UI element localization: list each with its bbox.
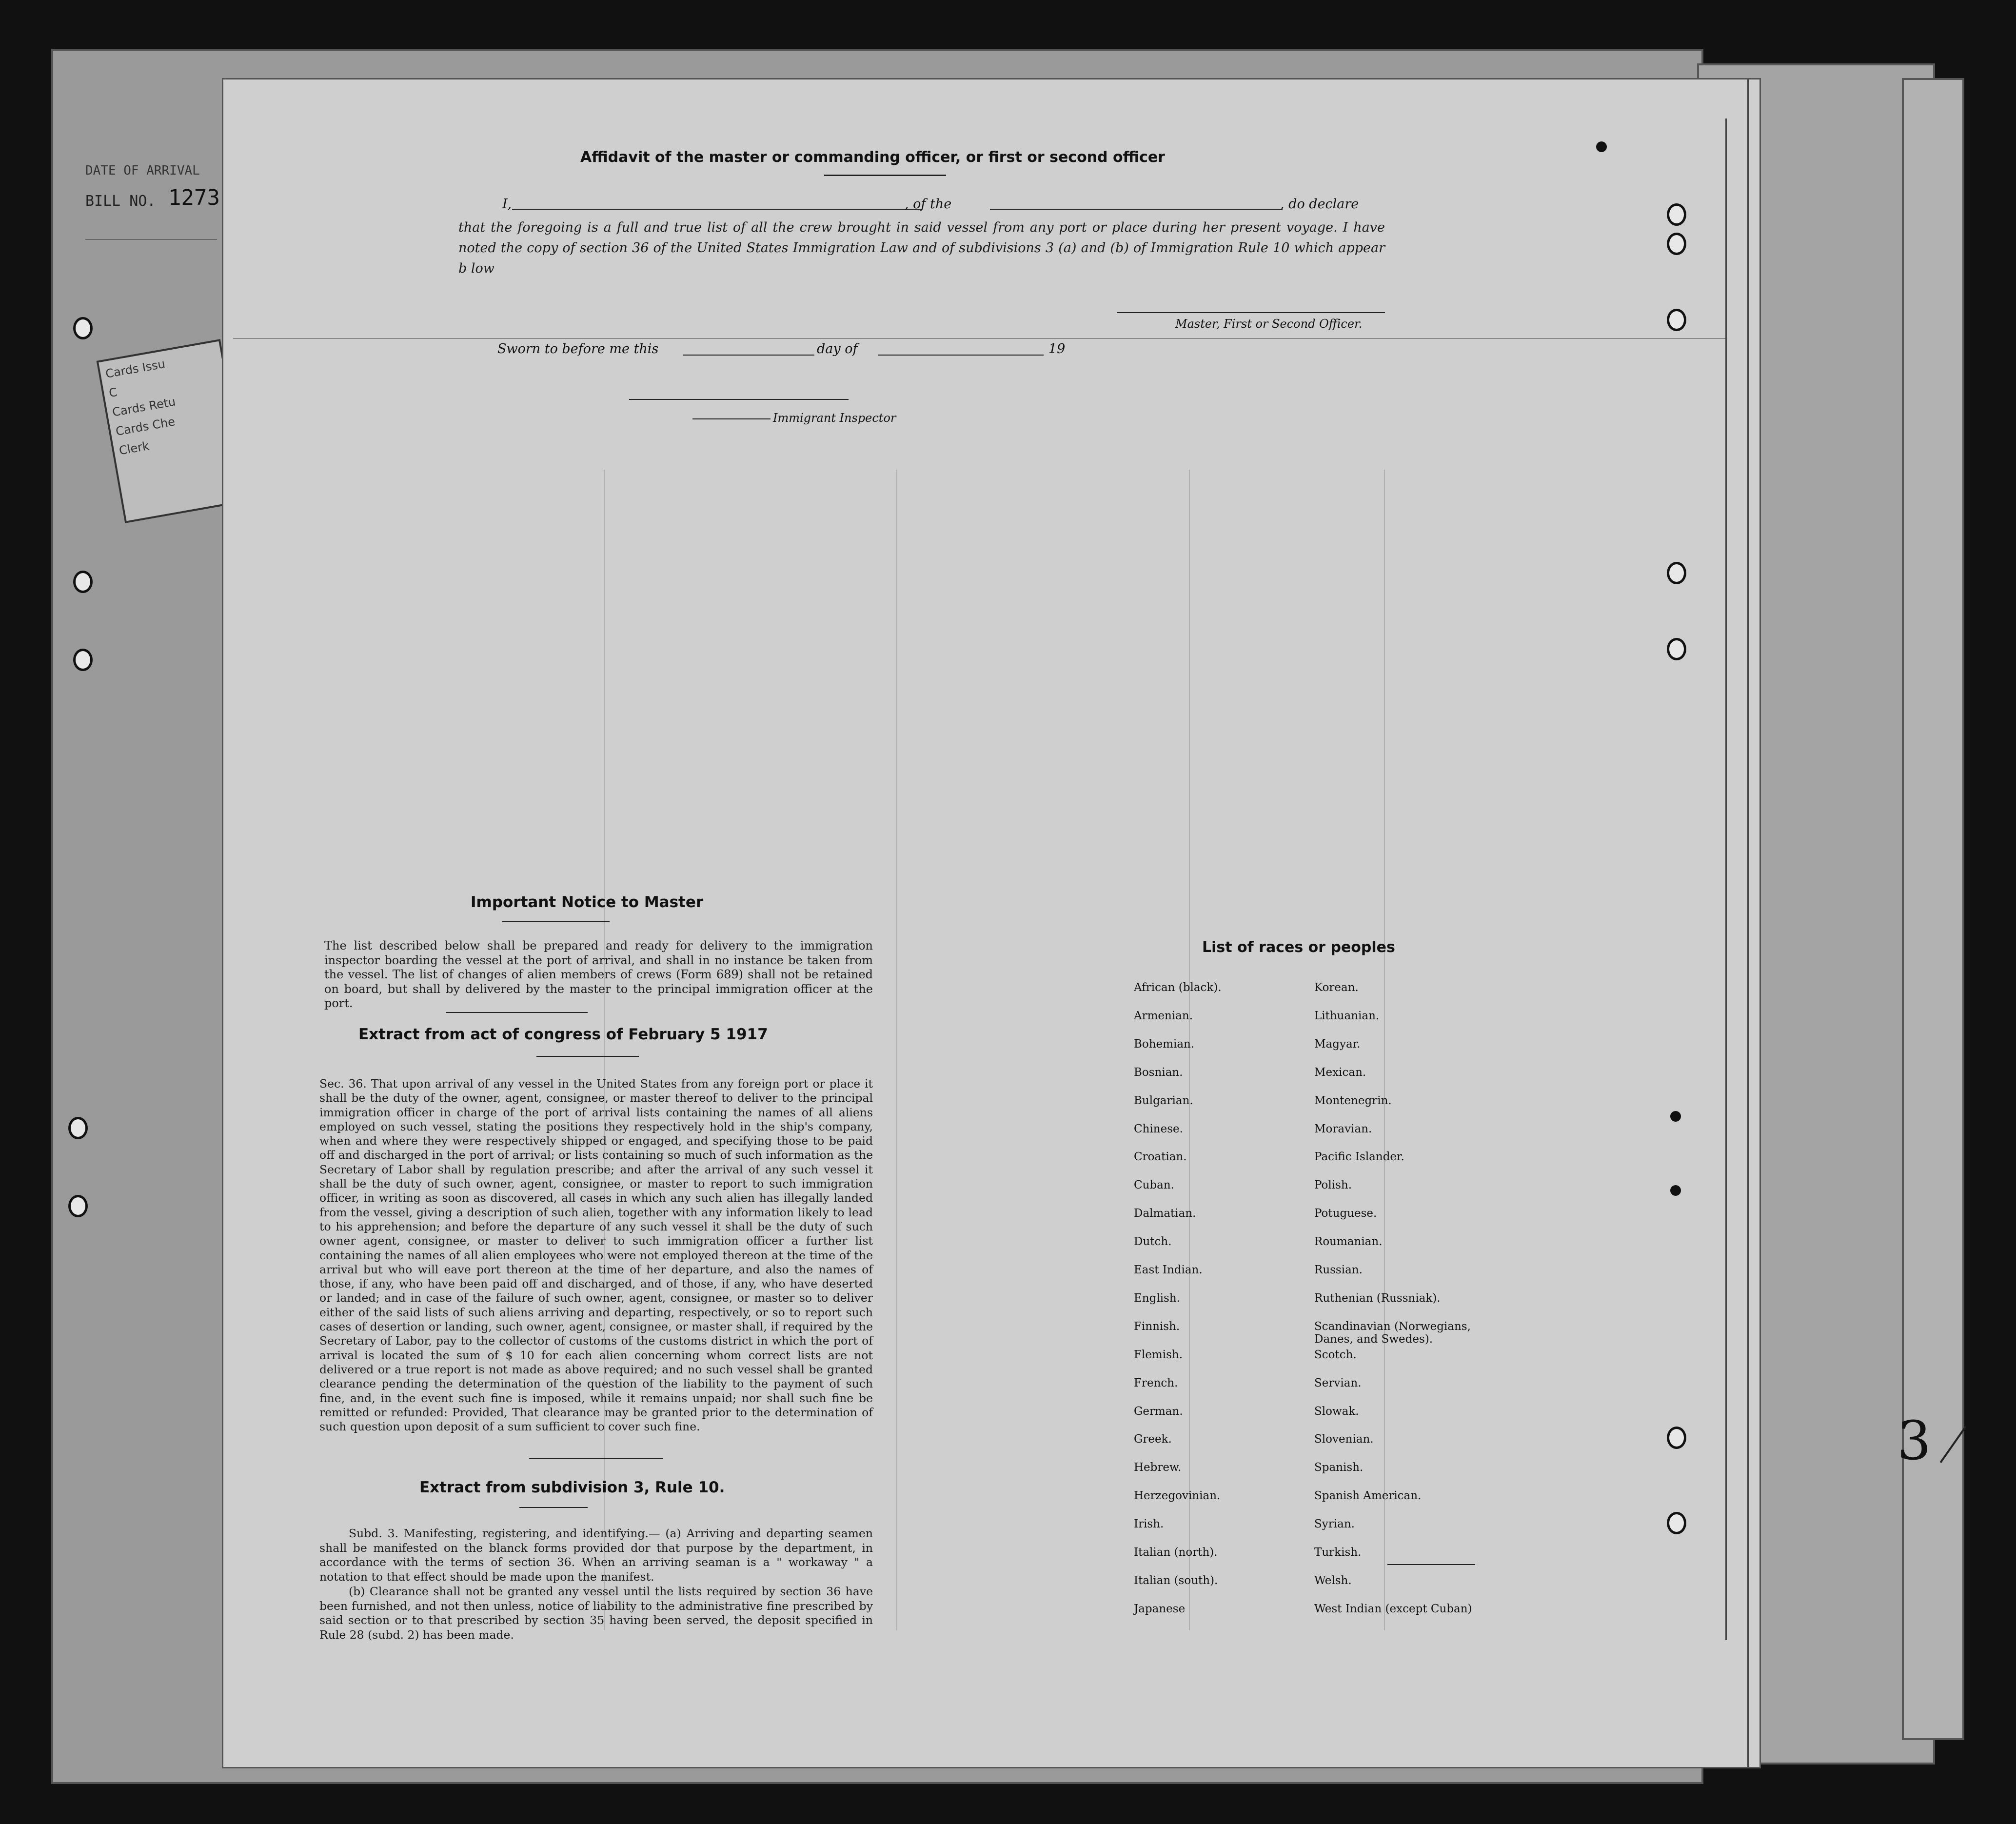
race-item: French. (1134, 1376, 1178, 1389)
turkish-rule (1387, 1564, 1475, 1565)
margin-mark: 3 (1897, 1409, 1931, 1472)
race-item: Spanish. (1314, 1461, 1364, 1474)
bleed-column-rule (896, 470, 897, 1630)
race-item: East Indian. (1134, 1264, 1203, 1276)
title-rule (824, 175, 946, 176)
race-item: Potuguese. (1314, 1207, 1377, 1220)
hole-dot (1670, 1185, 1681, 1196)
race-item: Scotch. (1314, 1348, 1357, 1361)
race-item: Italian (south). (1134, 1574, 1218, 1587)
master-label: Master, First or Second Officer. (1175, 317, 1363, 331)
master-signature-line (1117, 312, 1385, 313)
race-item: Scandinavian (Norwegians, Danes, and Swedes). (1314, 1320, 1471, 1346)
sworn-start: Sworn to before me this (497, 341, 659, 357)
extract2-rule (519, 1507, 588, 1508)
extract2-para2: (b) Clearance shall not be granted any vessel until the lists required by section 36 have been furnished, and not then unless, notice of liability to the administrative fine prescribed by said section or to that prescribed by section 35 having been served, the deposit specified in Rule 28 (subd. 2) has been made. (319, 1585, 873, 1642)
stamp-line: Cards Issu (104, 357, 166, 381)
race-item: Chinese. (1134, 1122, 1183, 1135)
bleed-column-rule (604, 470, 605, 1630)
race-item: Magyar. (1314, 1037, 1361, 1051)
form-frame-right (1725, 119, 1727, 1640)
hole-dot (1596, 141, 1607, 152)
race-item: Croatian. (1134, 1150, 1187, 1164)
punch-hole (1667, 1427, 1686, 1449)
race-item: Servian. (1314, 1376, 1362, 1389)
punch-hole (68, 1195, 88, 1217)
race-item: Montenegrin. (1314, 1094, 1392, 1107)
punch-hole (1667, 562, 1686, 584)
race-item: Cuban. (1134, 1179, 1174, 1192)
race-item: Italian (north). (1134, 1546, 1218, 1559)
punch-hole (73, 649, 93, 671)
extract2-top-rule (529, 1458, 663, 1459)
race-item: West Indian (except Cuban) (1314, 1602, 1472, 1615)
race-item: Slowak. (1314, 1405, 1359, 1418)
race-item: Ruthenian (Russniak). (1314, 1291, 1441, 1305)
race-item: German. (1134, 1405, 1183, 1418)
punch-hole (1667, 233, 1686, 255)
sworn-year: 19 (1048, 341, 1066, 357)
extract1-title: Extract from act of congress of February 5 1917 (358, 1026, 768, 1043)
sheet-edge (1747, 79, 1749, 1767)
race-item: Slovenian. (1314, 1433, 1374, 1446)
race-item: Turkish. (1314, 1546, 1362, 1559)
race-item: Irish. (1134, 1518, 1164, 1531)
stamp-line: Clerk (118, 439, 150, 458)
extract1-body: Sec. 36. That upon arrival of any vessel in the United States from any foreign port or place it shall be the duty of the owner, agent, consignee, or master thereof to deliver to the principal immigration officer in charge of the port of arrival lists containing the names of all aliens employed on such vessel, stating the positions they respectively hold in the ship's company, when and where they were respectively shipped or engaged, and specifying those to be paid off and discharged in the port of arrival; or lists containing so much of such information as the Secretary of Labor shall by regulation prescribe; and after the arrival of any such vessel it shall be the duty of such owner, agent, consignee, or master to report to such immigration officer, in writing as soon as discovered, all cases in which any such alien has illegally landed from the vessel, giving a description of such alien, together with any information likely to lead to his apprehension; and before the departure of any such vessel it shall be the duty of such owner agent, consignee, or master to deliver to such immigration officer a further list containing the names of all alien employees who were not employed thereon at the time of the arrival but who will eave port thereon at the time of her departure, and also the names of those, if any, who have been paid off and discharged, and of those, if any, who have deserted or landed; and in case of the failure of such owner, agent, consignee, or master so to deliver either of the said lists of such aliens arriving and departing, respectively, or so to report such cases of desertion or landing, such owner, agent, consignee, or master shall, if required by the Secretary of Labor, pay to the collector of customs of the customs district in which the port of arrival is located the sum of $ 10 for each alien concerning whom correct lists are not delivered or a true report is not made as above required; and no such vessel shall be granted clearance pending the determination of the question of the liability to the payment of such fine, and, in the event such fine is imposed, while it remains unpaid; nor shall such fine be remitted or refunded: Provided, That clearance may be granted prior to the determination of such question upon deposit of a sum sufficient to cover such fine. (319, 1077, 873, 1434)
affidavit-line1-start: I, (502, 197, 512, 212)
affidavit-line1-mid: , of the (905, 197, 952, 212)
race-item: Bosnian. (1134, 1066, 1183, 1079)
race-item: Spanish American. (1314, 1489, 1422, 1503)
name-blank (512, 209, 922, 210)
punch-hole (1667, 309, 1686, 331)
notice-rule (502, 921, 610, 922)
punch-hole (1667, 203, 1686, 226)
manifest-sheet (222, 78, 1761, 1768)
bill-underline (85, 239, 217, 240)
bleed-column-rule (1384, 470, 1385, 1630)
race-item: Roumanian. (1314, 1235, 1383, 1249)
inspector-short-line (692, 418, 771, 419)
race-item: Mexican. (1314, 1066, 1366, 1079)
race-item: Armenian. (1134, 1009, 1193, 1022)
race-item: English. (1134, 1291, 1180, 1305)
vessel-blank (990, 209, 1283, 210)
bill-no-label: BILL NO. (85, 193, 156, 210)
inspector-signature-line (629, 399, 849, 400)
extract1-rule (536, 1056, 639, 1057)
race-item: Polish. (1314, 1179, 1352, 1192)
extract2-para1: Subd. 3. Manifesting, registering, and identifying.— (a) Arriving and departing seamen shall be manifested on the blanck forms provided dor that purpose by the department, in accordance with the terms of section 36. When an arriving seaman is a " workaway " a notation to that effect should be made upon the manifest. (319, 1527, 873, 1584)
race-item: Bohemian. (1134, 1037, 1195, 1051)
stamp-line: Cards Che (115, 415, 177, 439)
race-item: African (black). (1134, 981, 1222, 994)
race-item: Dutch. (1134, 1235, 1172, 1249)
notice-title: Important Notice to Master (471, 893, 704, 911)
race-item: Hebrew. (1134, 1461, 1182, 1474)
race-item: Bulgarian. (1134, 1094, 1193, 1107)
race-item: Korean. (1314, 981, 1359, 994)
race-item: Japanese (1134, 1602, 1186, 1615)
extract2-title: Extract from subdivision 3, Rule 10. (419, 1479, 725, 1496)
inspector-label: Immigrant Inspector (773, 411, 896, 425)
race-item: Dalmatian. (1134, 1207, 1196, 1220)
punch-hole (1667, 1512, 1686, 1534)
punch-hole (1667, 638, 1686, 660)
punch-hole (73, 317, 93, 339)
sworn-month-blank (878, 355, 1044, 356)
race-item: Herzegovinian. (1134, 1489, 1221, 1503)
race-item: Moravian. (1314, 1122, 1372, 1135)
back-sheet-far (1902, 78, 1964, 1740)
bill-number: 1273 (168, 185, 220, 210)
race-item: Greek. (1134, 1433, 1172, 1446)
race-item: Flemish. (1134, 1348, 1183, 1361)
race-item: Welsh. (1314, 1574, 1352, 1587)
race-item: Finnish. (1134, 1320, 1180, 1333)
race-item: Syrian. (1314, 1518, 1355, 1531)
sworn-day-blank (683, 355, 814, 356)
races-title: List of races or peoples (1202, 939, 1395, 956)
sworn-mid: day of (817, 341, 858, 357)
stamp-line: Cards Retu (111, 395, 177, 419)
notice-body: The list described below shall be prepared and ready for delivery to the immigration inspector boarding the vessel at the port of arrival, and shall in no instance be taken from the vessel. The list of changes of alien members of crews (Form 689) shall not be retained on board, but shall by delivered by the master to the principal immigration officer at the port. (324, 939, 873, 1010)
affidavit-line1-end: , do declare (1280, 197, 1359, 212)
affidavit-title: Affidavit of the master or commanding officer, or first or second officer (580, 149, 1165, 166)
race-item: Pacific Islander. (1314, 1150, 1404, 1164)
section-rule (446, 1012, 588, 1013)
hole-dot (1670, 1111, 1681, 1122)
race-item: Lithuanian. (1314, 1009, 1380, 1022)
stamp-line: C (108, 385, 119, 400)
punch-hole (73, 571, 93, 593)
affidavit-body: that the foregoing is a full and true list of all the crew brought in said vessel from any port or place during her present voyage. I have noted the copy of section 36 of the United States Immigration Law and of subdivisions 3 (a) and (b) of Immigration Rule 10 which appear b low (458, 220, 1385, 276)
date-of-arrival-label: DATE OF ARRIVAL (85, 163, 200, 178)
form-frame-top (233, 338, 1725, 339)
punch-hole (68, 1117, 88, 1139)
race-item: Russian. (1314, 1264, 1363, 1276)
